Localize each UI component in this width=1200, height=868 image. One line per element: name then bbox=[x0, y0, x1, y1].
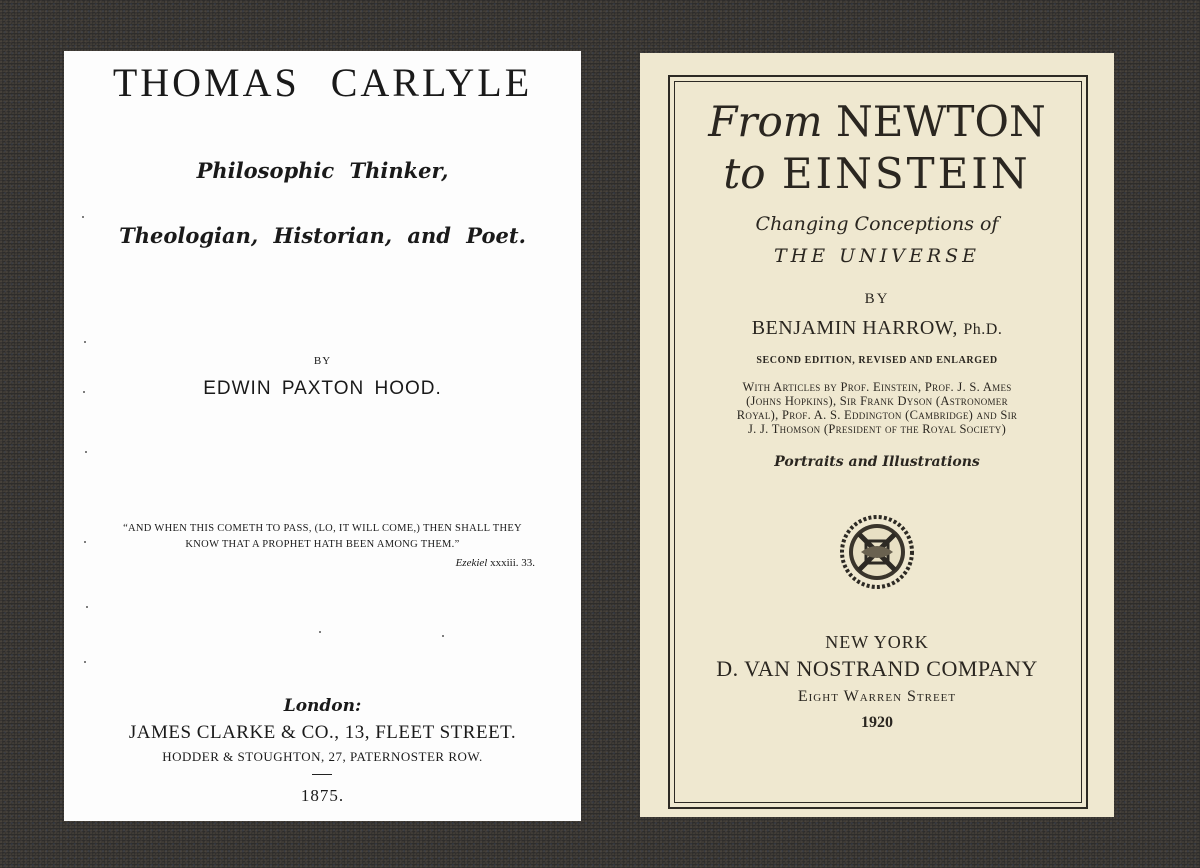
left-year-rule bbox=[312, 774, 332, 775]
left-publisher-line1: JAMES CLARKE & CO., 13, FLEET STREET. bbox=[128, 722, 517, 743]
publisher-emblem-icon bbox=[839, 514, 915, 590]
title-to-word: to bbox=[723, 149, 766, 198]
scan-speck bbox=[85, 451, 87, 453]
left-epigraph-citation bbox=[456, 557, 535, 569]
left-publication-year: 1875. bbox=[300, 786, 345, 805]
right-articles-line1: With Articles by Prof. Einstein, Prof. J. S. Ames bbox=[742, 380, 1012, 394]
right-subtitle-line2: THE UNIVERSE bbox=[773, 245, 981, 267]
scan-speck bbox=[84, 661, 86, 663]
scan-speck bbox=[86, 606, 88, 608]
scan-speck bbox=[84, 341, 86, 343]
left-book-title: THOMAS CARLYLE bbox=[112, 60, 533, 105]
left-title-page bbox=[64, 51, 581, 821]
scan-speck bbox=[319, 631, 321, 633]
right-articles-line3: Royal), Prof. A. S. Eddington (Cambridge) and Sir bbox=[736, 408, 1018, 422]
title-from-word: From bbox=[708, 97, 823, 146]
right-edition-note: SECOND EDITION, REVISED AND ENLARGED bbox=[756, 355, 998, 366]
right-imprint-city: NEW YORK bbox=[825, 632, 929, 652]
scan-speck bbox=[84, 541, 86, 543]
title-newton-word: NEWTON bbox=[835, 97, 1046, 146]
left-author-name: EDWIN PAXTON HOOD. bbox=[203, 378, 442, 399]
right-articles-line4: J. J. Thomson (President of the Royal Society) bbox=[747, 422, 1007, 436]
left-epigraph-line2: KNOW THAT A PROPHET HATH BEEN AMONG THEM.” bbox=[185, 539, 460, 550]
left-subtitle-line2: Theologian, Historian, and Poet. bbox=[119, 223, 526, 248]
right-author-name: BENJAMIN HARROW, bbox=[751, 317, 958, 339]
title-einstein-word: EINSTEIN bbox=[781, 149, 1031, 198]
left-publisher-line2: HODDER & STOUGHTON, 27, PATERNOSTER ROW. bbox=[162, 749, 483, 764]
left-epigraph-line1: “AND WHEN THIS COMETH TO PASS, (LO, IT WILL COME,) THEN SHALL THEY bbox=[123, 523, 522, 534]
right-publication-year: 1920 bbox=[861, 714, 893, 731]
scan-speck bbox=[83, 391, 85, 393]
right-articles-line2: (Johns Hopkins), Sir Frank Dyson (Astronomer bbox=[746, 394, 1008, 408]
left-citation-ref: xxxiii. 33. bbox=[490, 557, 535, 569]
left-by-label: BY bbox=[313, 355, 332, 367]
right-by-label: BY bbox=[864, 291, 890, 307]
right-publisher-name: D. VAN NOSTRAND COMPANY bbox=[716, 656, 1038, 681]
scan-speck bbox=[82, 216, 84, 218]
right-title-line1 bbox=[640, 97, 1114, 146]
right-author-degree: Ph.D. bbox=[963, 321, 1003, 338]
left-imprint-city: London: bbox=[283, 696, 362, 716]
right-portraits-note: Portraits and Illustrations bbox=[774, 454, 980, 470]
scan-speck bbox=[442, 635, 444, 637]
left-citation-book: Ezekiel bbox=[455, 557, 488, 569]
left-subtitle-line1: Philosophic Thinker, bbox=[196, 158, 449, 183]
right-publisher-street: Eight Warren Street bbox=[797, 688, 957, 705]
right-title-page bbox=[640, 53, 1114, 817]
right-title-line2 bbox=[640, 149, 1114, 198]
right-subtitle-line1: Changing Conceptions of bbox=[755, 213, 999, 235]
right-author-line bbox=[640, 317, 1114, 340]
